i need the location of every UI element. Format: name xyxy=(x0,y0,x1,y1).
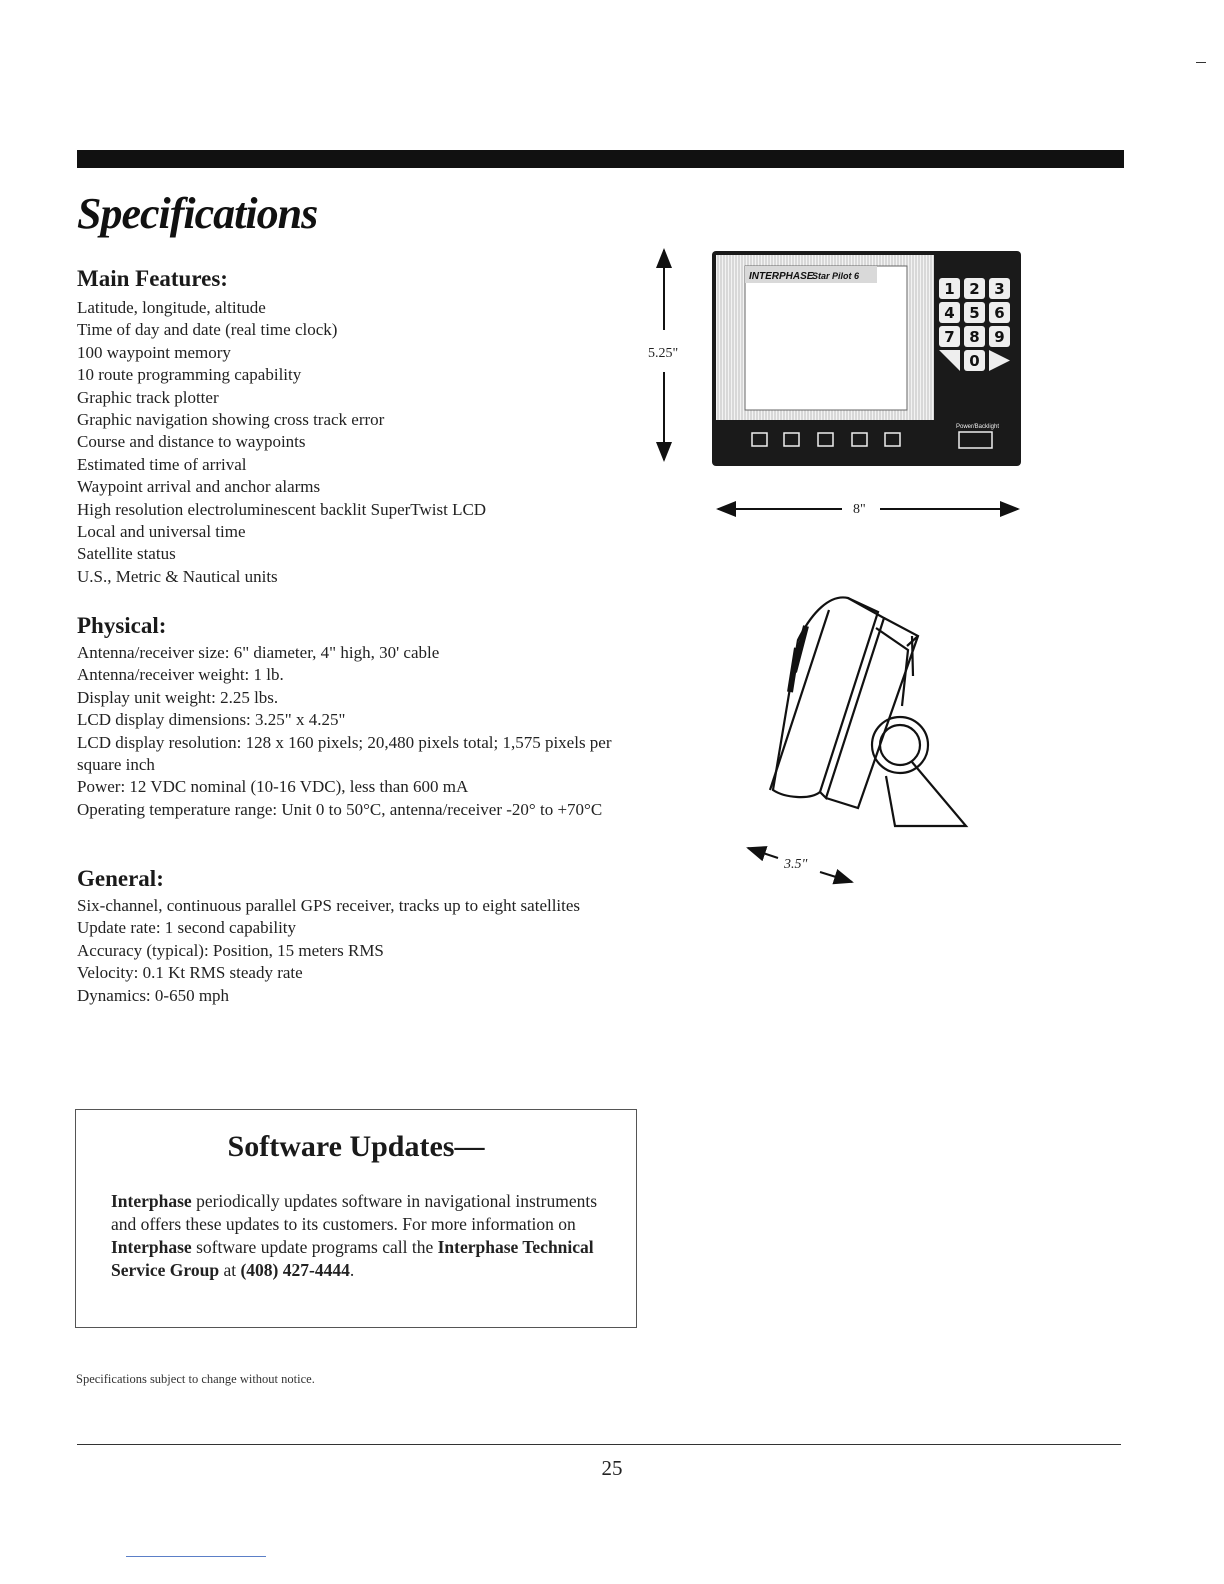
main-features-heading: Main Features: xyxy=(77,266,228,291)
list-item: Waypoint arrival and anchor alarms xyxy=(77,477,321,497)
key-label: 1 xyxy=(944,280,955,298)
list-item: High resolution electroluminescent backlit SuperTwist LCD xyxy=(77,499,487,519)
depth-label: 3.5" xyxy=(784,857,808,872)
side-view-drawing xyxy=(770,597,966,826)
key-label: 3 xyxy=(994,280,1005,298)
key-label: 4 xyxy=(944,304,955,322)
height-label: 5.25" xyxy=(648,346,679,361)
device-brand: INTERPHASE xyxy=(749,271,814,282)
list-item: U.S., Metric & Nautical units xyxy=(77,566,278,586)
body-text: at xyxy=(219,1260,241,1280)
list-item: Update rate: 1 second capability xyxy=(77,918,297,938)
body-text: periodically updates software in navigational instruments and offers these updates to its customers. For more information on xyxy=(111,1191,598,1234)
list-item: LCD display dimensions: 3.25" x 4.25" xyxy=(77,710,346,730)
depth-dimension xyxy=(748,848,852,882)
general-heading: General: xyxy=(77,866,164,891)
list-item: Graphic navigation showing cross track error xyxy=(77,410,385,430)
body-text: software update programs call the xyxy=(191,1237,438,1257)
key-label: 7 xyxy=(944,328,955,346)
key-label: 8 xyxy=(969,328,980,346)
list-item: Latitude, longitude, altitude xyxy=(77,298,266,317)
key-label: 9 xyxy=(994,328,1005,346)
list-item: Dynamics: 0-650 mph xyxy=(77,985,230,1005)
width-dimension xyxy=(718,502,1018,517)
page-number: 25 xyxy=(601,1456,623,1480)
list-item: Course and distance to waypoints xyxy=(77,432,306,452)
list-item: Antenna/receiver weight: 1 lb. xyxy=(77,665,284,685)
phone-number: (408) 427-4444 xyxy=(240,1260,350,1280)
list-item: Display unit weight: 2.25 lbs. xyxy=(77,687,279,707)
body-text: . xyxy=(349,1260,355,1280)
brand-name: Interphase xyxy=(111,1191,192,1211)
key-label: 0 xyxy=(969,352,980,370)
service-group-name: Interphase Technical Service Group xyxy=(111,1237,594,1280)
display-unit xyxy=(712,251,1021,466)
height-dimension xyxy=(648,250,678,460)
list-item: Six-channel, continuous parallel GPS receiver, tracks up to eight satellites xyxy=(77,896,581,915)
software-updates-title: Software Updates— xyxy=(227,1130,485,1163)
list-item: Accuracy (typical): Position, 15 meters RMS xyxy=(77,940,384,960)
list-item: Time of day and date (real time clock) xyxy=(77,320,338,340)
key-label: 6 xyxy=(994,304,1005,322)
key-label: 2 xyxy=(969,280,980,298)
list-item: Local and universal time xyxy=(77,522,246,542)
list-item: Graphic track plotter xyxy=(77,387,219,407)
list-item: 100 waypoint memory xyxy=(77,342,231,362)
list-item: Antenna/receiver size: 6" diameter, 4" high, 30' cable xyxy=(77,643,440,662)
power-label: Power/Backlight xyxy=(956,424,1000,430)
list-item: Operating temperature range: Unit 0 to 50°C, antenna/receiver -20° to +70°C xyxy=(77,799,603,819)
list-item: Power: 12 VDC nominal (10-16 VDC), less than 600 mA xyxy=(77,777,469,797)
key-label: 5 xyxy=(969,304,980,322)
list-item: Satellite status xyxy=(77,544,176,564)
page-title: Specifications xyxy=(77,189,318,238)
list-item: Velocity: 0.1 Kt RMS steady rate xyxy=(77,963,303,983)
physical-heading: Physical: xyxy=(77,613,167,638)
list-item: 10 route programming capability xyxy=(77,365,302,385)
brand-name: Interphase xyxy=(111,1237,192,1257)
lcd-screen xyxy=(745,266,907,410)
device-model: Star Pilot 6 xyxy=(812,271,860,281)
list-item: Estimated time of arrival xyxy=(77,454,247,474)
footnote: Specifications subject to change without notice. xyxy=(76,1372,315,1386)
width-label: 8" xyxy=(853,502,866,517)
list-item: LCD display resolution: 128 x 160 pixels; 20,480 pixels total; 1,575 pixels per square inch xyxy=(77,732,612,775)
